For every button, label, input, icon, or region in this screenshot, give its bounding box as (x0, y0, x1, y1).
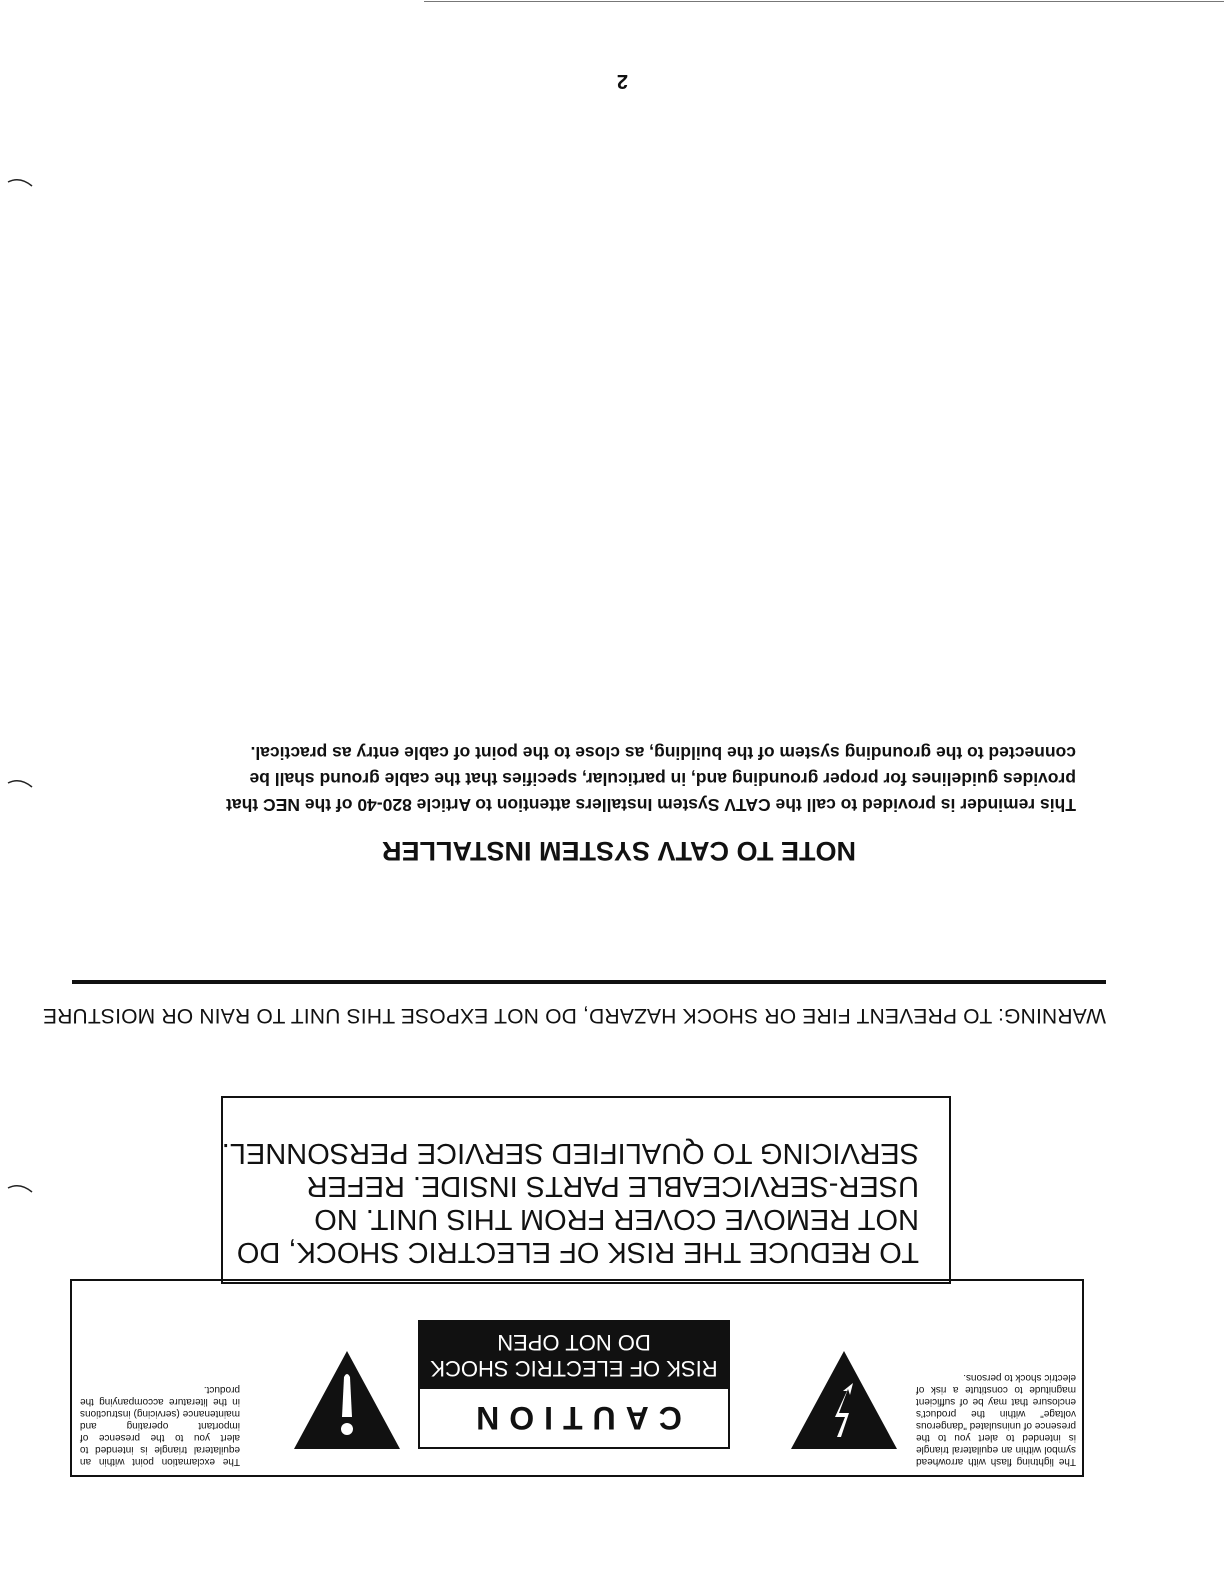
lightning-triangle-icon (791, 1351, 897, 1449)
caution-black-panel (420, 1322, 728, 1389)
risk-line-2: NOT REMOVE COVER FROM THIS UNIT. NO (314, 1203, 919, 1235)
lightning-explanation-text: The lightning flash with arrowhead symbol within an equilateral triangle is intended to alert you to the presence of uninsulated "dangerous voltage" within the product's enclosure that may be of sufficient magnitude to constitute a risk of electric shock to persons. (916, 1372, 1076, 1467)
installer-note-title: NOTE TO CATV SYSTEM INSTALLER (381, 836, 856, 866)
risk-line-4: SERVICING TO QUALIFIED SERVICE PERSONNEL. (221, 1137, 919, 1169)
risk-line-1: TO REDUCE THE RISK OF ELECTRIC SHOCK, DO (236, 1236, 919, 1268)
caution-line-1: RISK OF ELECTRIC SHOCK (430, 1356, 718, 1381)
punch-hole-mark (6, 176, 34, 188)
caution-word: CAUTION (466, 1400, 682, 1436)
scan-edge-line (424, 1, 1224, 2)
exclamation-explanation-text: The exclamation point within an equilateral triangle is intended to alert you to the presence of important operating and maintenance (servicing) instructions in the literature accompanying the product. (80, 1384, 240, 1467)
caution-line-2: DO NOT OPEN (497, 1330, 651, 1355)
punch-hole-mark (6, 1182, 34, 1194)
caution-block (418, 1320, 730, 1449)
page-number: 2 (616, 70, 628, 92)
installer-note-line-3: connected to the grounding system of the building, as close to the point of cable entry as practical. (250, 743, 1076, 763)
installer-note-line-2: provides guidelines for proper grounding and, in particular, specifies that the cable ground shall be (249, 769, 1076, 789)
risk-line-3: USER-SERVICEABLE PARTS INSIDE. REFER (306, 1170, 919, 1202)
risk-notice-box (221, 1096, 951, 1284)
installer-note-body (136, 740, 1076, 818)
warning-text: WARNING: TO PREVENT FIRE OR SHOCK HAZARD, DO NOT EXPOSE THIS UNIT TO RAIN OR MOISTURE (42, 1004, 1106, 1027)
warning-divider (72, 980, 1106, 984)
exclamation-triangle-icon (294, 1351, 400, 1449)
punch-hole-mark (6, 777, 34, 789)
installer-note-line-1: This reminder is provided to call the CATV System Installers attention to Article 820-40 of the NEC that (226, 795, 1076, 815)
caution-label (70, 1279, 1084, 1477)
